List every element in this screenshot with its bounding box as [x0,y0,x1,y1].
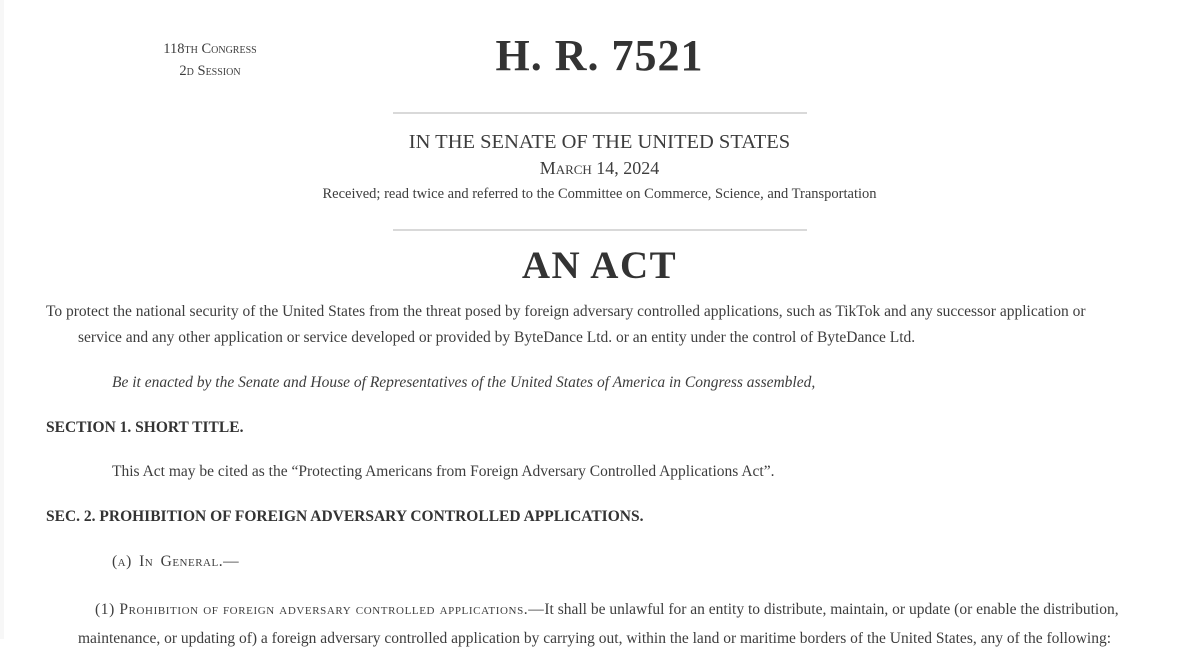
paragraph-1-label: (1) Prohibition of foreign adversary controlled applications.— [95,601,545,619]
section-2-heading: SEC. 2. PROHIBITION OF FOREIGN ADVERSARY CONTROLLED APPLICATIONS. [46,508,644,526]
divider-top [393,112,807,114]
paragraph-1 [78,595,1137,653]
paragraph-1-text: It shall be unlawful for an entity to distribute, maintain, or update (or enable the distribution, maintenance, or updating of) a foreign adversary controlled application by carrying out, within the land or maritime borders of the United States, any of the following: [78,601,1119,648]
subsection-a [112,553,1119,571]
action-line: Received; read twice and referred to the Committee on Commerce, Science, and Transportation [322,186,877,202]
section-1-body: This Act may be cited as the “Protecting Americans from Foreign Adversary Controlled Applications Act”. [112,463,775,481]
bill-number: H. R. 7521 [495,31,704,80]
section-1-heading: SECTION 1. SHORT TITLE. [46,419,244,437]
bill-header [0,0,1199,112]
chamber-line: IN THE SENATE OF THE UNITED STATES [408,131,791,153]
subsection-a-label: (a) In General.— [112,553,240,571]
session-line: 2d Session [179,63,241,80]
divider-bottom [393,229,807,231]
date-line: March 14, 2024 [539,158,660,178]
congress-line: 118th Congress [163,41,257,57]
long-title: To protect the national security of the United States from the threat posed by foreign adversary controlled applications, such as TikTok and any successor application or service and any other application or service developed or provided by ByteDance Ltd. or an entity under the control of ByteDance Ltd. [46,303,1086,347]
enacting-clause: Be it enacted by the Senate and House of Representatives of the United States of America in Congress assembled, [112,374,816,392]
doc-type-title: AN ACT [521,244,678,287]
